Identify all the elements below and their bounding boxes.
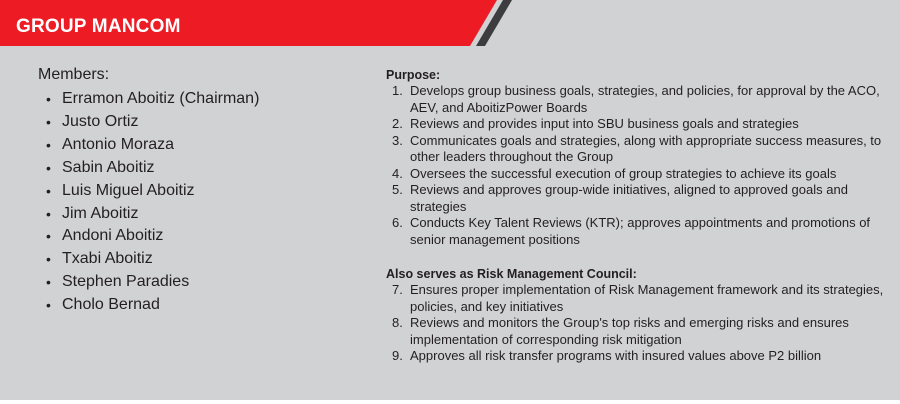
item-number: 7. (392, 282, 403, 297)
item-text: Approves all risk transfer programs with insured values above P2 billion (410, 348, 822, 363)
item-text: Conducts Key Talent Reviews (KTR); approves appointments and promotions of senior management positions (410, 215, 871, 247)
member-name: Cholo Bernad (62, 296, 160, 314)
item-number: 6. (392, 215, 403, 230)
member-item (46, 294, 368, 317)
member-item (46, 203, 368, 226)
item-text: Develops group business goals, strategies, and policies, for approval by the ACO, AEV, and AboitizPower Boards (410, 83, 880, 115)
responsibilities-section (386, 67, 886, 365)
risk-item (386, 315, 886, 348)
purpose-item (386, 215, 886, 248)
item-text: Reviews and provides input into SBU business goals and strategies (410, 116, 799, 131)
member-name: Jim Aboitiz (62, 204, 139, 222)
bullet-icon: • (46, 113, 51, 130)
bullet-icon: • (46, 159, 51, 176)
item-number: 3. (392, 132, 403, 148)
member-item (46, 111, 368, 134)
bullet-icon: • (46, 274, 51, 291)
purpose-list (386, 83, 886, 248)
bullet-icon: • (46, 205, 51, 222)
item-text: Ensures proper implementation of Risk Management framework and its strategies, policies, and key initiatives (410, 282, 884, 314)
risk-item (386, 282, 886, 315)
item-text: Reviews and approves group-wide initiatives, aligned to approved goals and strategies (410, 182, 848, 214)
purpose-item (386, 83, 886, 116)
member-name: Justo Ortiz (62, 112, 139, 130)
purpose-heading: Purpose: (386, 68, 441, 82)
section-spacer (386, 248, 886, 266)
item-number: 9. (392, 348, 403, 363)
member-list (38, 88, 368, 317)
member-item (46, 88, 368, 111)
bullet-icon: • (46, 251, 51, 268)
member-name: Luis Miguel Aboitiz (62, 181, 195, 199)
purpose-item (386, 133, 886, 166)
purpose-item (386, 182, 886, 215)
item-number: 1. (392, 83, 403, 98)
member-item (46, 134, 368, 157)
members-section (38, 66, 368, 317)
member-name: Antonio Moraza (62, 135, 175, 153)
item-number: 8. (392, 315, 403, 330)
page-title: GROUP MANCOM (16, 16, 181, 37)
bullet-icon: • (46, 228, 51, 245)
member-item (46, 225, 368, 248)
item-text: Communicates goals and strategies, along with appropriate success measures, to other leaders throughout the Group (410, 132, 882, 164)
bullet-icon: • (46, 91, 51, 107)
member-item (46, 180, 368, 203)
item-number: 2. (392, 116, 403, 131)
member-name: Txabi Aboitiz (62, 250, 153, 268)
risk-list (386, 282, 886, 365)
members-label: Members: (38, 66, 110, 83)
member-item (46, 271, 368, 294)
member-name: Stephen Paradies (62, 273, 190, 291)
member-name: Sabin Aboitiz (62, 158, 155, 176)
member-item (46, 157, 368, 180)
bullet-icon: • (46, 297, 51, 314)
member-name: Erramon Aboitiz (Chairman) (62, 90, 260, 107)
bullet-icon: • (46, 182, 51, 199)
item-text: Oversees the successful execution of group strategies to achieve its goals (410, 165, 837, 181)
purpose-item (386, 166, 886, 183)
risk-item (386, 348, 886, 365)
item-number: 5. (392, 182, 403, 197)
item-text: Reviews and monitors the Group's top risks and emerging risks and ensures implementation of corresponding risk mitigation (410, 315, 849, 347)
member-item (46, 248, 368, 271)
member-name: Andoni Aboitiz (62, 227, 164, 245)
purpose-item (386, 116, 886, 133)
item-number: 4. (392, 165, 403, 181)
bullet-icon: • (46, 136, 51, 153)
risk-heading: Also serves as Risk Management Council: (386, 267, 637, 281)
